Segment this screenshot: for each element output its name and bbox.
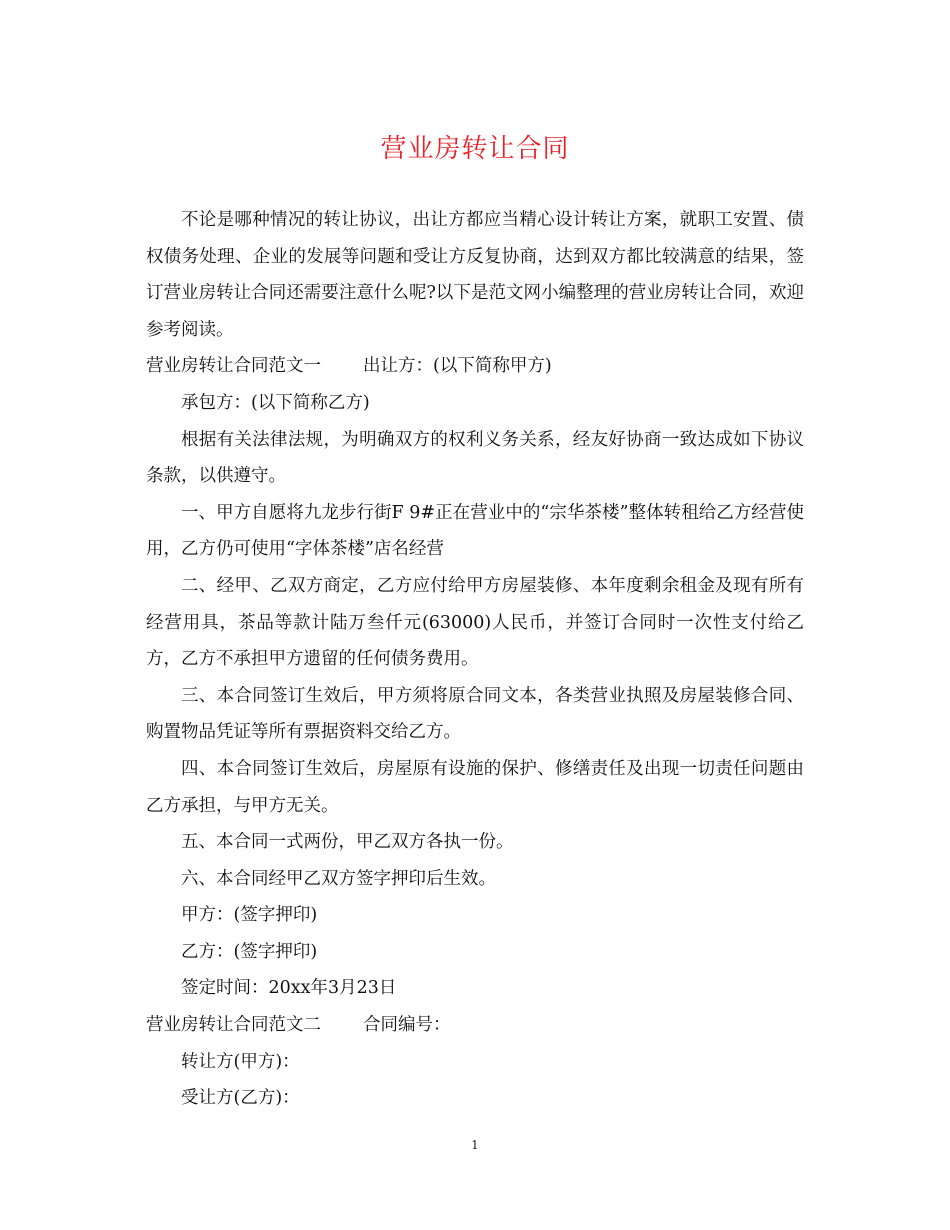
- clause-1: 一、甲方自愿将九龙步行街F 9#正在营业中的“宗华茶楼”整体转租给乙方经营使用，乙方仍可使用“字体茶楼”店名经营: [146, 502, 804, 560]
- sample1-heading-line: [146, 348, 804, 385]
- clause-2: 二、经甲、乙双方商定，乙方应付给甲方房屋装修、本年度剩余租金及现有所有经营用具，茶品等款计陆万叁仟元(63000)人民币，并签订合同时一次性支付给乙方，乙方不承担甲方遗留的任何债务费用。: [146, 575, 804, 670]
- clause-4: 四、本合同签订生效后，房屋原有设施的保护、修缮责任及出现一切责任问题由乙方承担，与甲方无关。: [146, 758, 804, 816]
- party-a-signature: 甲方：(签字押印): [181, 905, 318, 926]
- sample2-heading-line: [146, 1007, 804, 1044]
- sample1-preamble: 根据有关法律法规，为明确双方的权利义务关系，经友好协商一致达成如下协议条款，以供遵守。: [146, 429, 804, 487]
- sample2-contract-no: 合同编号：: [363, 1015, 451, 1036]
- sign-date: 签定时间：20xx年3月23日: [181, 978, 397, 999]
- intro-paragraph: 不论是哪种情况的转让协议，出让方都应当精心设计转让方案，就职工安置、债权债务处理、企业的发展等问题和受让方反复协商，达到双方都比较满意的结果，签订营业房转让合同还需要注意什么呢?以下是范文网小编整理的营业房转让合同，欢迎参考阅读。: [146, 210, 804, 340]
- page-number: 1: [471, 1138, 479, 1152]
- sample1-transferor: 出让方：(以下简称甲方): [363, 356, 552, 377]
- clause-6: 六、本合同经甲乙双方签字押印后生效。: [181, 868, 496, 889]
- clause-5: 五、本合同一式两份，甲乙双方各执一份。: [181, 832, 514, 853]
- sample2-heading: 营业房转让合同范文二: [146, 1015, 321, 1036]
- party-b-signature: 乙方：(签字押印): [181, 941, 318, 962]
- sample2-transferor: 转让方(甲方)：: [181, 1051, 300, 1072]
- clause-3: 三、本合同签订生效后，甲方须将原合同文本，各类营业执照及房屋装修合同、购置物品凭证等所有票据资料交给乙方。: [146, 685, 804, 743]
- document-body: [146, 202, 804, 1117]
- document-title: 营业房转让合同: [380, 134, 570, 164]
- sample2-transferee: 受让方(乙方)：: [181, 1088, 300, 1109]
- sample1-heading: 营业房转让合同范文一: [146, 356, 321, 377]
- sample1-contractor: 承包方：(以下简称乙方): [181, 392, 370, 413]
